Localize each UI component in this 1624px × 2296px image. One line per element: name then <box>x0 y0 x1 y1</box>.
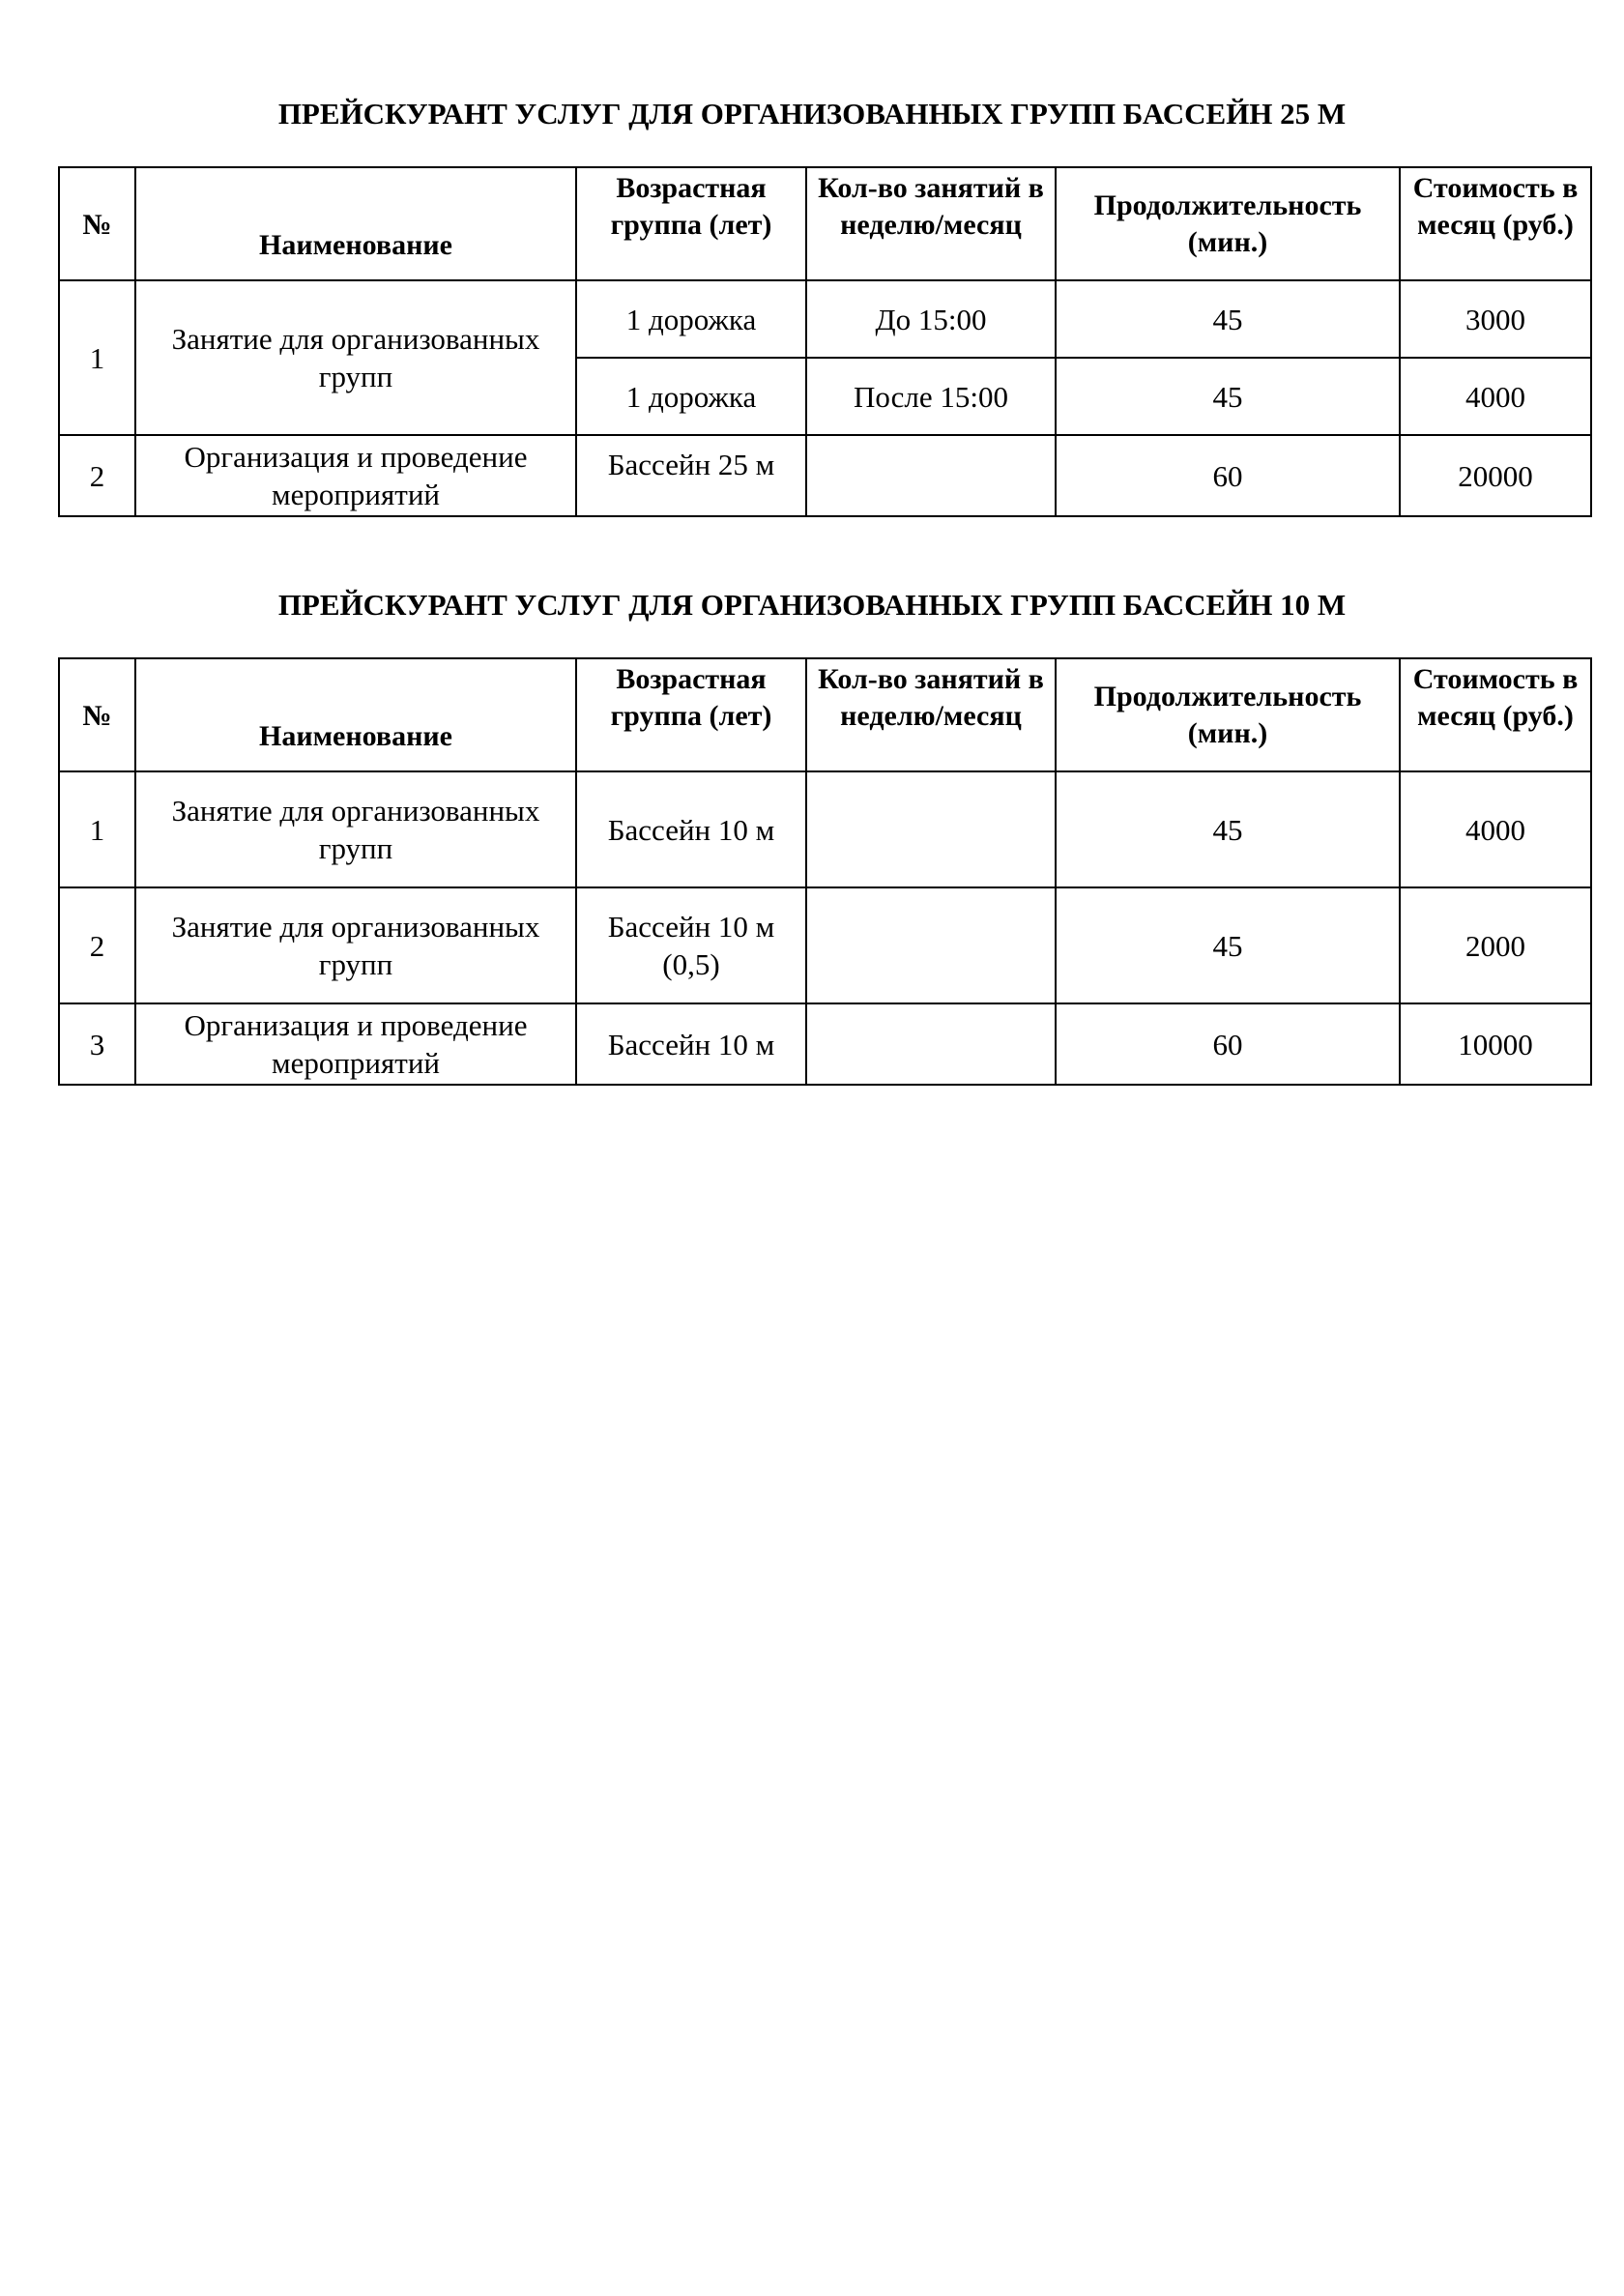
table-row <box>59 771 1591 887</box>
row-price: 4000 <box>1400 358 1591 435</box>
header-price: Стоимость в месяц (руб.) <box>1400 167 1591 280</box>
row-sessions-count <box>806 435 1056 516</box>
header-name: Наименование <box>135 167 576 280</box>
table-row <box>59 280 1591 358</box>
header-duration: Продолжительность (мин.) <box>1056 658 1400 771</box>
header-age-group: Возрастная группа (лет) <box>576 167 806 280</box>
row-price: 3000 <box>1400 280 1591 358</box>
header-age-group: Возрастная группа (лет) <box>576 658 806 771</box>
header-sessions-count: Кол-во занятий в неделю/месяц <box>806 167 1056 280</box>
row-num: 3 <box>59 1003 135 1085</box>
row-duration: 45 <box>1056 358 1400 435</box>
header-price: Стоимость в месяц (руб.) <box>1400 658 1591 771</box>
header-duration: Продолжительность (мин.) <box>1056 167 1400 280</box>
row-duration: 45 <box>1056 771 1400 887</box>
row-sessions-count <box>806 771 1056 887</box>
row-num: 2 <box>59 435 135 516</box>
header-num: № <box>59 658 135 771</box>
row-name: Организация и проведение мероприятий <box>135 1003 576 1085</box>
row-age-group: 1 дорожка <box>576 280 806 358</box>
table-row <box>59 887 1591 1003</box>
price-table-25m <box>58 166 1592 517</box>
row-age-group: Бассейн 10 м <box>576 1003 806 1085</box>
row-sessions-count: После 15:00 <box>806 358 1056 435</box>
price-list-title-10m: ПРЕЙСКУРАНТ УСЛУГ ДЛЯ ОРГАНИЗОВАННЫХ ГРУПП БАССЕЙН 10 М <box>277 588 1347 622</box>
table-row <box>59 435 1591 516</box>
header-sessions-count: Кол-во занятий в неделю/месяц <box>806 658 1056 771</box>
table-header-row <box>59 658 1591 771</box>
table-row <box>59 1003 1591 1085</box>
row-name: Занятие для организованных групп <box>135 771 576 887</box>
row-name: Занятие для организованных групп <box>135 280 576 435</box>
row-name: Организация и проведение мероприятий <box>135 435 576 516</box>
row-price: 10000 <box>1400 1003 1591 1085</box>
row-age-group: Бассейн 25 м <box>576 435 806 516</box>
row-sessions-count <box>806 1003 1056 1085</box>
row-duration: 45 <box>1056 280 1400 358</box>
row-price: 20000 <box>1400 435 1591 516</box>
header-num: № <box>59 167 135 280</box>
row-duration: 60 <box>1056 1003 1400 1085</box>
row-num: 1 <box>59 771 135 887</box>
row-num: 1 <box>59 280 135 435</box>
price-list-title-25m: ПРЕЙСКУРАНТ УСЛУГ ДЛЯ ОРГАНИЗОВАННЫХ ГРУПП БАССЕЙН 25 М <box>277 97 1347 131</box>
row-duration: 45 <box>1056 887 1400 1003</box>
header-name: Наименование <box>135 658 576 771</box>
row-price: 2000 <box>1400 887 1591 1003</box>
row-age-group: 1 дорожка <box>576 358 806 435</box>
row-num: 2 <box>59 887 135 1003</box>
row-sessions-count: До 15:00 <box>806 280 1056 358</box>
table-header-row <box>59 167 1591 280</box>
row-age-group: Бассейн 10 м (0,5) <box>576 887 806 1003</box>
row-age-group: Бассейн 10 м <box>576 771 806 887</box>
price-table-10m <box>58 657 1592 1086</box>
row-price: 4000 <box>1400 771 1591 887</box>
row-duration: 60 <box>1056 435 1400 516</box>
row-name: Занятие для организованных групп <box>135 887 576 1003</box>
row-sessions-count <box>806 887 1056 1003</box>
